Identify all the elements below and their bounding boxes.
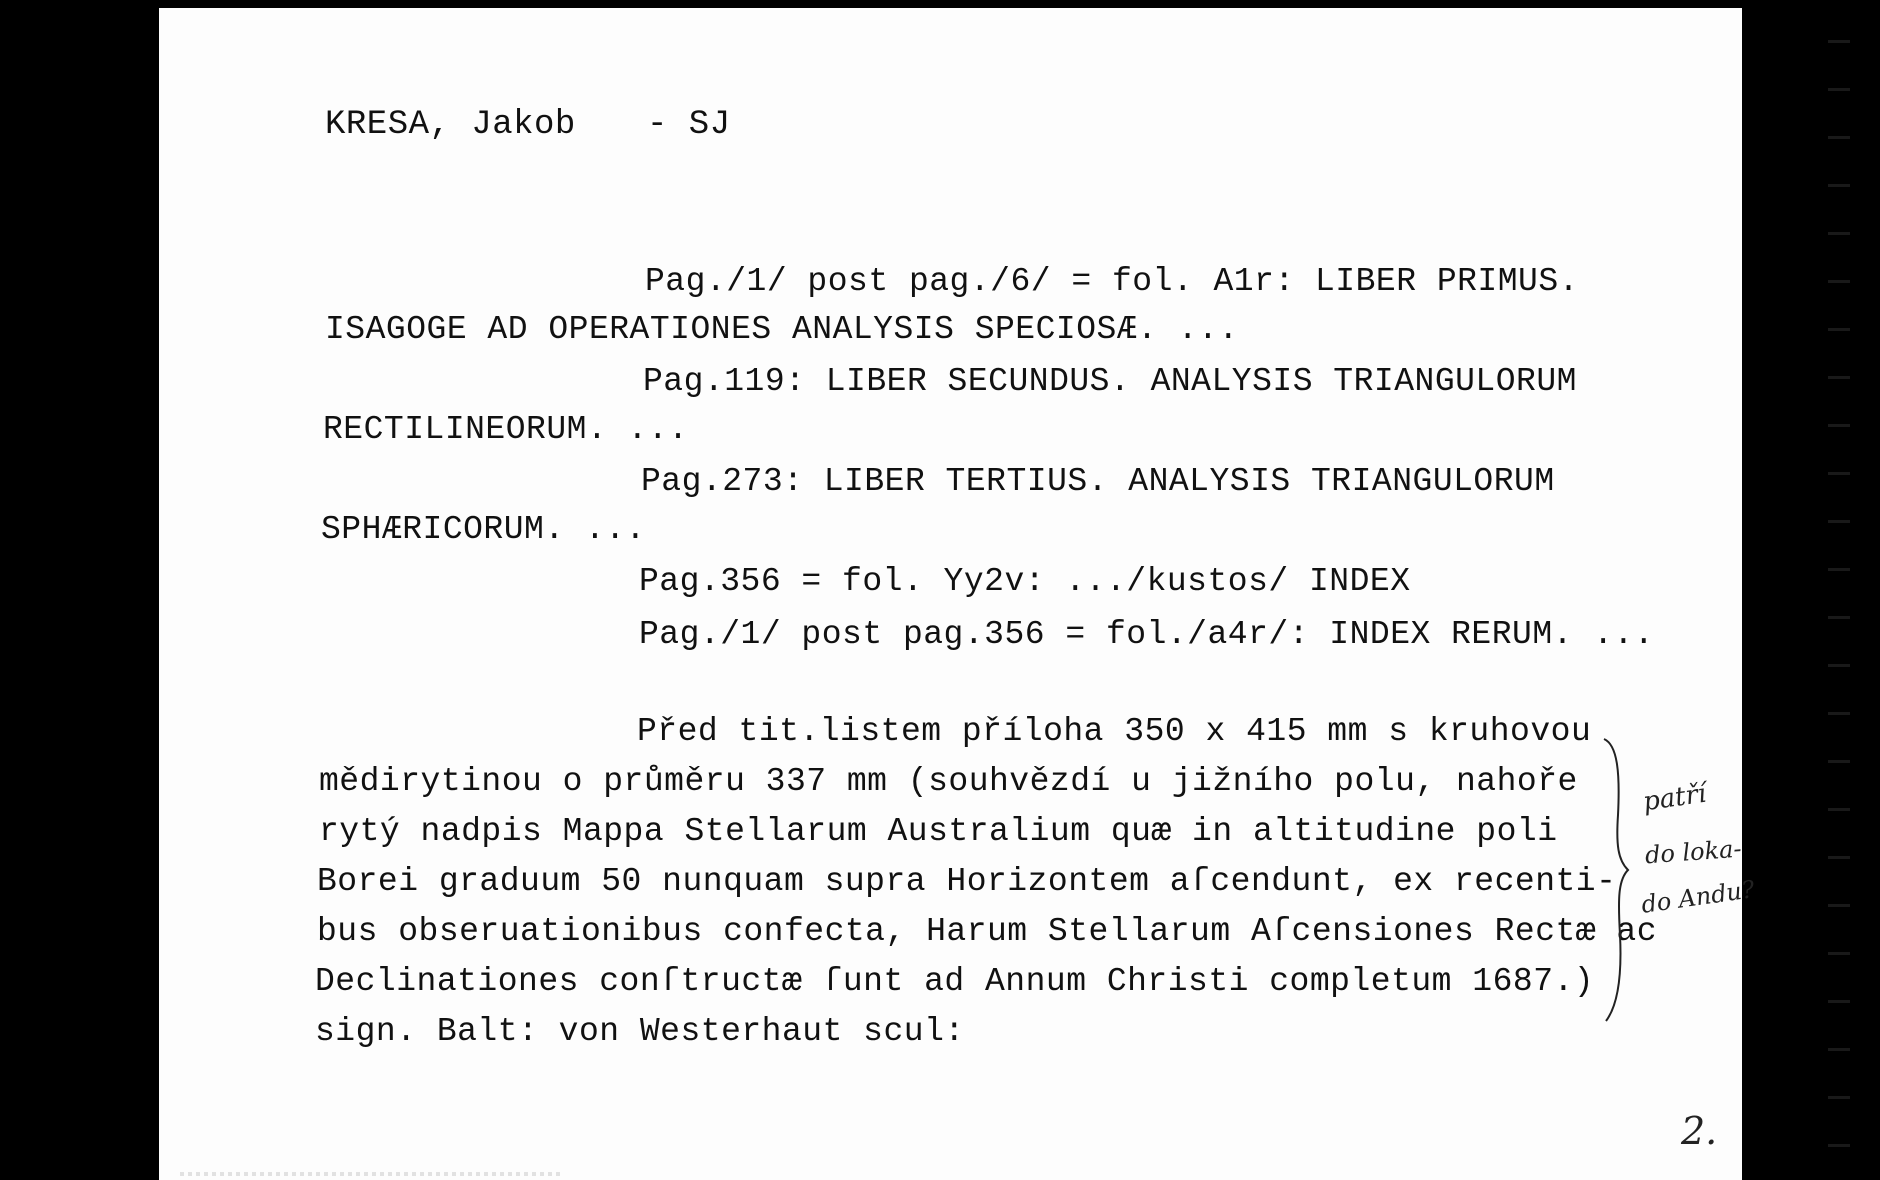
contents-line-1: Pag./1/ post pag./6/ = fol. A1r: LIBER PRIMUS.	[645, 263, 1579, 300]
contents-line-2: ISAGOGE AD OPERATIONES ANALYSIS SPECIOSÆ. ...	[325, 311, 1239, 348]
note-line-5: bus obseruationibus confecta, Harum Stellarum Aſcensiones Rectæ ac	[317, 913, 1658, 950]
note-line-2: mědirytinou o průměru 337 mm (souhvězdí u jižního polu, nahoře	[319, 763, 1578, 800]
handwritten-brace	[1600, 735, 1636, 1025]
contents-line-5: Pag.273: LIBER TERTIUS. ANALYSIS TRIANGULORUM	[641, 463, 1555, 500]
contents-line-3: Pag.119: LIBER SECUNDUS. ANALYSIS TRIANGULORUM	[643, 363, 1577, 400]
margin-note-line-3: do Andu?	[1639, 875, 1757, 919]
author-name: KRESA, Jakob	[325, 106, 576, 144]
contents-line-7: Pag.356 = fol. Yy2v: .../kustos/ INDEX	[639, 563, 1411, 600]
note-line-3: rytý nadpis Mappa Stellarum Australium quæ in altitudine poli	[319, 813, 1558, 850]
contents-line-6: SPHÆRICORUM. ...	[321, 511, 646, 548]
order-abbreviation: - SJ	[647, 106, 731, 144]
margin-note-line-2: do loka-	[1644, 834, 1743, 870]
margin-note-line-1: patří	[1641, 778, 1709, 818]
contents-line-4: RECTILINEORUM. ...	[323, 411, 689, 448]
note-line-6: Declinationes conſtructæ ſunt ad Annum Christi completum 1687.)	[315, 963, 1595, 1000]
card-edge-perforation	[180, 1172, 560, 1176]
note-line-1: Před tit.listem příloha 350 x 415 mm s kruhovou	[637, 713, 1592, 750]
note-line-7: sign. Balt: von Westerhaut scul:	[315, 1013, 965, 1050]
scan-edge-marks	[1828, 40, 1850, 1160]
contents-line-8: Pag./1/ post pag.356 = fol./a4r/: INDEX RERUM. ...	[639, 616, 1655, 653]
page-number: 2.	[1681, 1109, 1718, 1153]
note-line-4: Borei graduum 50 nunquam supra Horizontem aſcendunt, ex recenti-	[317, 863, 1617, 900]
